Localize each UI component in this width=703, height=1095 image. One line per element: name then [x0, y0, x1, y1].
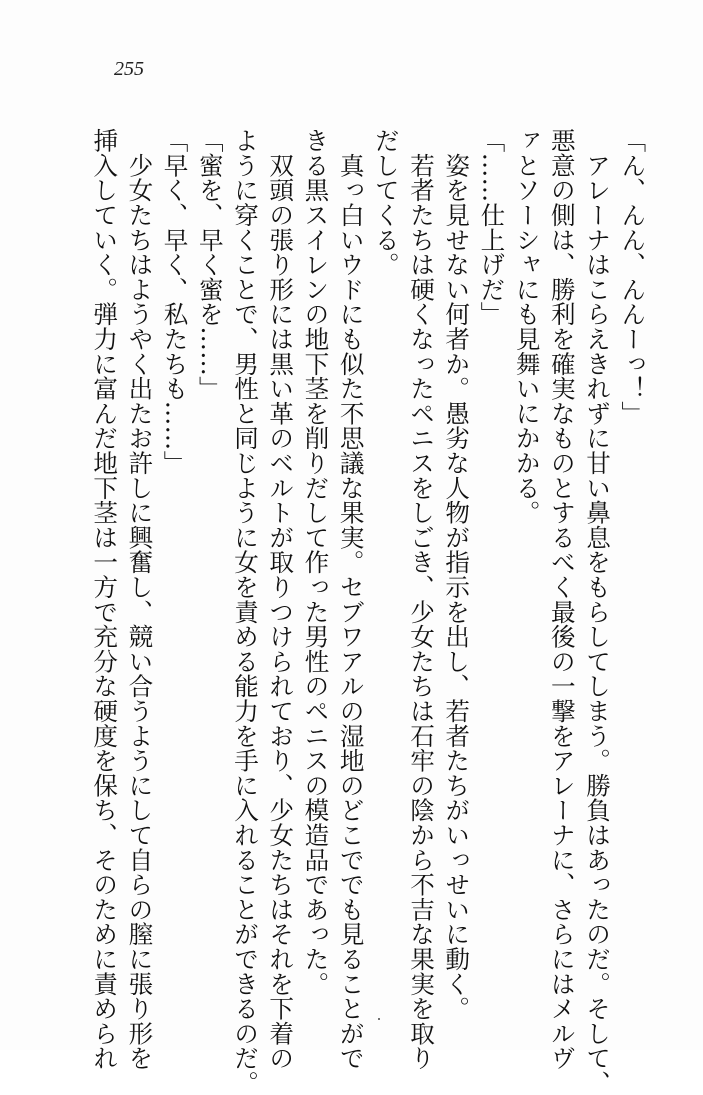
text-line: 「ん、んん、んんーっ！」 — [618, 128, 648, 426]
text-line: 「早く、早く、私たちも……」 — [160, 128, 190, 476]
text-line: きる黒スイレンの地下茎を削りだして作った男性のペニスの模造品であった。 — [301, 128, 331, 996]
vertical-text-column-group — [87, 128, 650, 1095]
text-line: 「蜜を、早く蜜を……」 — [195, 128, 225, 401]
body-text — [87, 128, 648, 1095]
text-line: アレーナはこらえきれずに甘い鼻息をもらしてしまう。勝負はあったのだ。そして、 — [583, 128, 613, 1095]
text-line: 真っ白いウドにも似た不思議な果実。セブワアルの湿地のどこででも見ることがで — [336, 128, 366, 1071]
page-number: 255 — [114, 58, 144, 80]
text-line: 挿入していく。弾力に富んだ地下茎は一方で充分な硬度を保ち、そのために責められ — [90, 128, 120, 1071]
text-line: 姿を見せない何者か。愚劣な人物が指示を出し、若者たちがいっせいに動く。 — [442, 128, 472, 1021]
text-line: ように穿くことで、男性と同じように女を責める能力を手に入れることができるのだ。 — [231, 128, 261, 1095]
text-line: ァとソーシャにも見舞いにかかる。 — [512, 128, 542, 525]
text-line: 双頭の張り形には黒い革のベルトが取りつけられており、少女たちはそれを下着の — [266, 128, 296, 1071]
text-line: 悪意の側は、勝利を確実なものとするべく最後の一撃をアレーナに、さらにはメルヴ — [547, 128, 577, 1071]
text-line: だしてくる。 — [371, 128, 401, 277]
scan-speck — [378, 1018, 380, 1020]
text-line: 「……仕上げだ」 — [477, 128, 507, 327]
text-line: 少女たちはようやく出たお許しに興奮し、競い合うようにして自らの膣に張り形を — [125, 128, 155, 1071]
text-line: 若者たちは硬くなったペニスをしごき、少女たちは石牢の陰から不吉な果実を取り — [407, 128, 437, 1071]
